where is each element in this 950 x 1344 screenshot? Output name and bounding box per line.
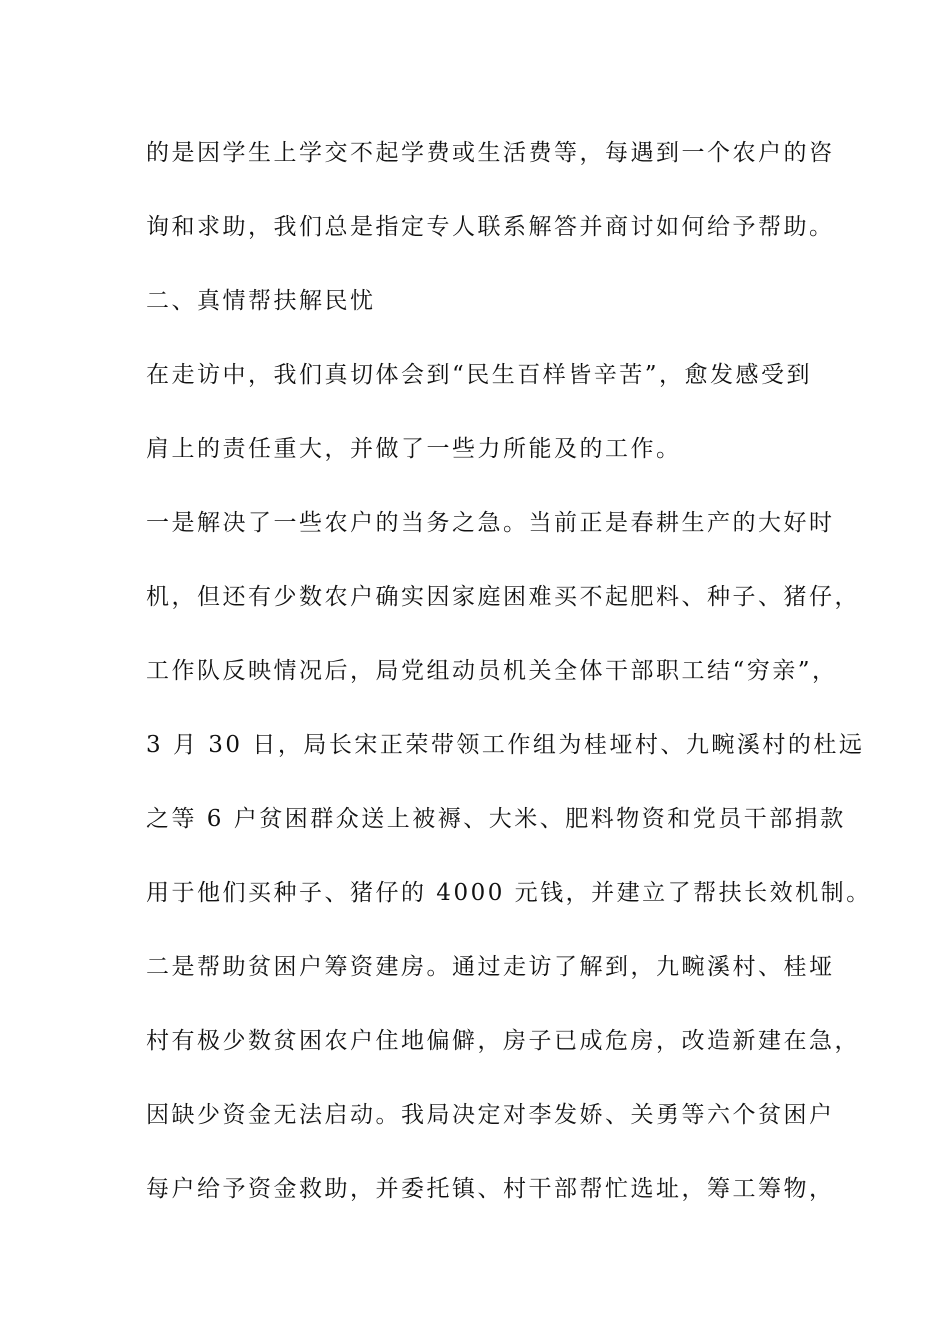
section-heading: 二、真情帮扶解民忧 xyxy=(146,288,376,314)
text-line-12: 二是帮助贫困户筹资建房。通过走访了解到，九畹溪村、桂垭 xyxy=(146,954,835,980)
text-line-8: 工作队反映情况后，局党组动员机关全体干部职工结“穷亲”， xyxy=(146,658,838,684)
text-line-13: 村有极少数贫困农户住地偏僻，房子已成危房，改造新建在急， xyxy=(146,1028,860,1054)
text-line-6: 一是解决了一些农户的当务之急。当前正是春耕生产的大好时 xyxy=(146,510,835,536)
text-line-11: 用于他们买种子、猪仔的 4000 元钱，并建立了帮扶长效机制。 xyxy=(146,880,872,906)
text-line-1: 的是因学生上学交不起学费或生活费等，每遇到一个农户的咨 xyxy=(146,140,835,166)
text-line-4: 在走访中，我们真切体会到“民生百样皆辛苦”，愈发感受到 xyxy=(146,362,813,388)
text-line-7: 机，但还有少数农户确实因家庭困难买不起肥料、种子、猪仔， xyxy=(146,584,860,610)
text-line-10: 之等 6 户贫困群众送上被褥、大米、肥料物资和党员干部捐款 xyxy=(146,806,846,832)
text-line-15: 每户给予资金救助，并委托镇、村干部帮忙选址，筹工筹物， xyxy=(146,1176,835,1202)
text-line-2: 询和求助，我们总是指定专人联系解答并商讨如何给予帮助。 xyxy=(146,214,835,240)
text-line-9: 3 月 30 日，局长宋正荣带领工作组为桂垭村、九畹溪村的杜远 xyxy=(146,732,865,758)
text-line-5: 肩上的责任重大，并做了一些力所能及的工作。 xyxy=(146,436,682,462)
text-line-14: 因缺少资金无法启动。我局决定对李发娇、关勇等六个贫困户 xyxy=(146,1102,835,1128)
